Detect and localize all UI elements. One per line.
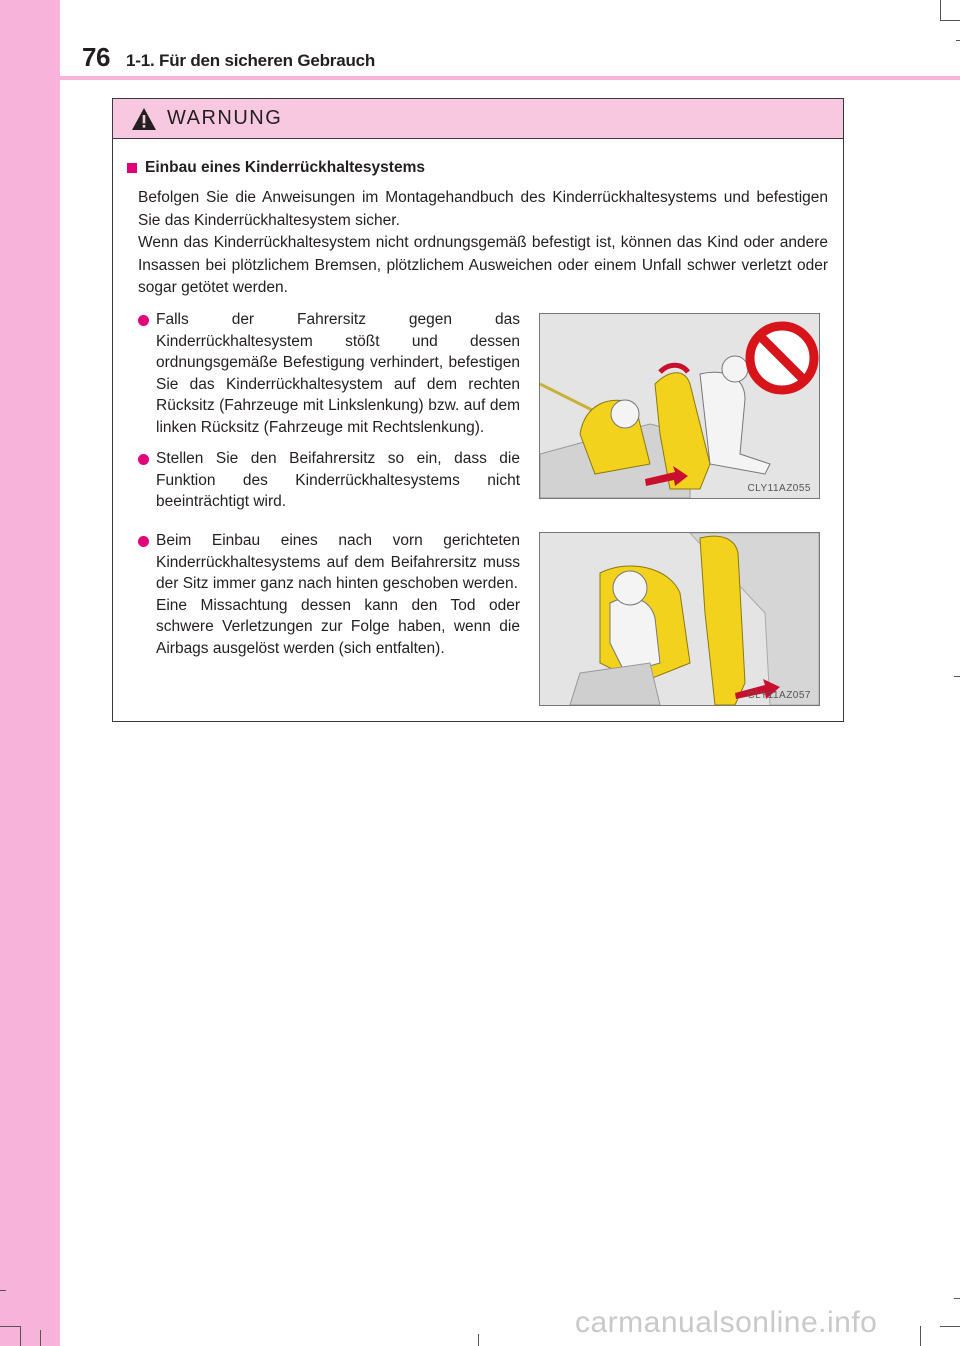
intro-paragraph: Wenn das Kinderrückhaltesystem nicht ordnungsgemäß befestigt ist, können das Kind oder andere Insassen bei plötzlichem Bremsen, plötzlichem Ausweichen oder einem Unfall schwer verletzt oder sogar getötet werden.	[138, 234, 828, 296]
warning-header	[113, 99, 843, 139]
illustration-rear-seat	[540, 314, 819, 498]
crop-mark	[0, 1326, 20, 1327]
intro-paragraph: Befolgen Sie die Anweisungen im Montagehandbuch des Kinderrückhaltesystems und befestigen Sie das Kinderrückhaltesystem sicher.	[138, 189, 828, 229]
crop-mark	[40, 1330, 41, 1346]
side-color-band	[0, 0, 60, 1346]
crop-mark	[940, 1326, 960, 1327]
crop-mark	[0, 1290, 6, 1291]
figure-child-seat-behind-driver	[539, 313, 820, 499]
crop-mark	[920, 1326, 921, 1346]
crop-mark	[940, 0, 941, 20]
bullet-text: Stellen Sie den Beifahrersitz so ein, dass die Funktion des Kinderrückhaltesystems nicht beeinträchtigt wird.	[156, 450, 520, 510]
warning-title: WARNUNG	[167, 107, 283, 129]
square-bullet-icon	[127, 163, 137, 173]
warning-triangle-icon	[131, 107, 157, 131]
figure-forward-facing-seat	[539, 532, 820, 706]
sub-heading-text: Einbau eines Kinderrückhaltesystems	[145, 159, 425, 176]
crop-mark	[478, 1334, 479, 1346]
page-number: 76	[82, 42, 110, 72]
crop-mark	[940, 20, 960, 21]
header-rule	[0, 76, 960, 80]
bullet-dot-icon	[138, 536, 149, 547]
intro-text	[138, 187, 828, 300]
bullet-item	[138, 530, 520, 659]
sub-heading	[127, 159, 425, 177]
bullet-item	[138, 309, 520, 438]
bullet-dot-icon	[138, 315, 149, 326]
bullet-text: Falls der Fahrersitz gegen das Kinderrückhaltesystem stößt und dessen ordnungsgemäße Befestigung verhindert, befestigen Sie das Kinderrückhaltesystem auf dem rechten Rücksitz (Fahrzeuge mit Linkslenkung) bzw. auf dem linken Rücksitz (Fahrzeuge mit Rechtslenkung).	[156, 311, 520, 436]
figure-code: CLY11AZ055	[747, 483, 811, 494]
figure-code: CLY11AZ057	[747, 690, 811, 701]
watermark: carmanualsonline.info	[575, 1306, 878, 1339]
section-title: 1-1. Für den sicheren Gebrauch	[126, 51, 376, 70]
bullet-item	[138, 448, 520, 513]
crop-mark	[956, 40, 960, 41]
bullet-dot-icon	[138, 454, 149, 465]
crop-mark	[20, 1326, 21, 1346]
bullet-text: Beim Einbau eines nach vorn gerichteten Kinderrückhaltesystems auf dem Beifahrersitz muss der Sitz immer ganz nach hinten geschoben werden.	[156, 532, 520, 592]
illustration-forward-facing-seat	[540, 533, 819, 705]
crop-mark	[954, 676, 960, 677]
warning-box	[112, 98, 844, 722]
crop-mark	[954, 1298, 960, 1299]
bullet-text: Eine Missachtung dessen kann den Tod oder schwere Verletzungen zur Folge haben, wenn die Airbags ausgelöst werden (sich entfalten).	[156, 596, 520, 657]
